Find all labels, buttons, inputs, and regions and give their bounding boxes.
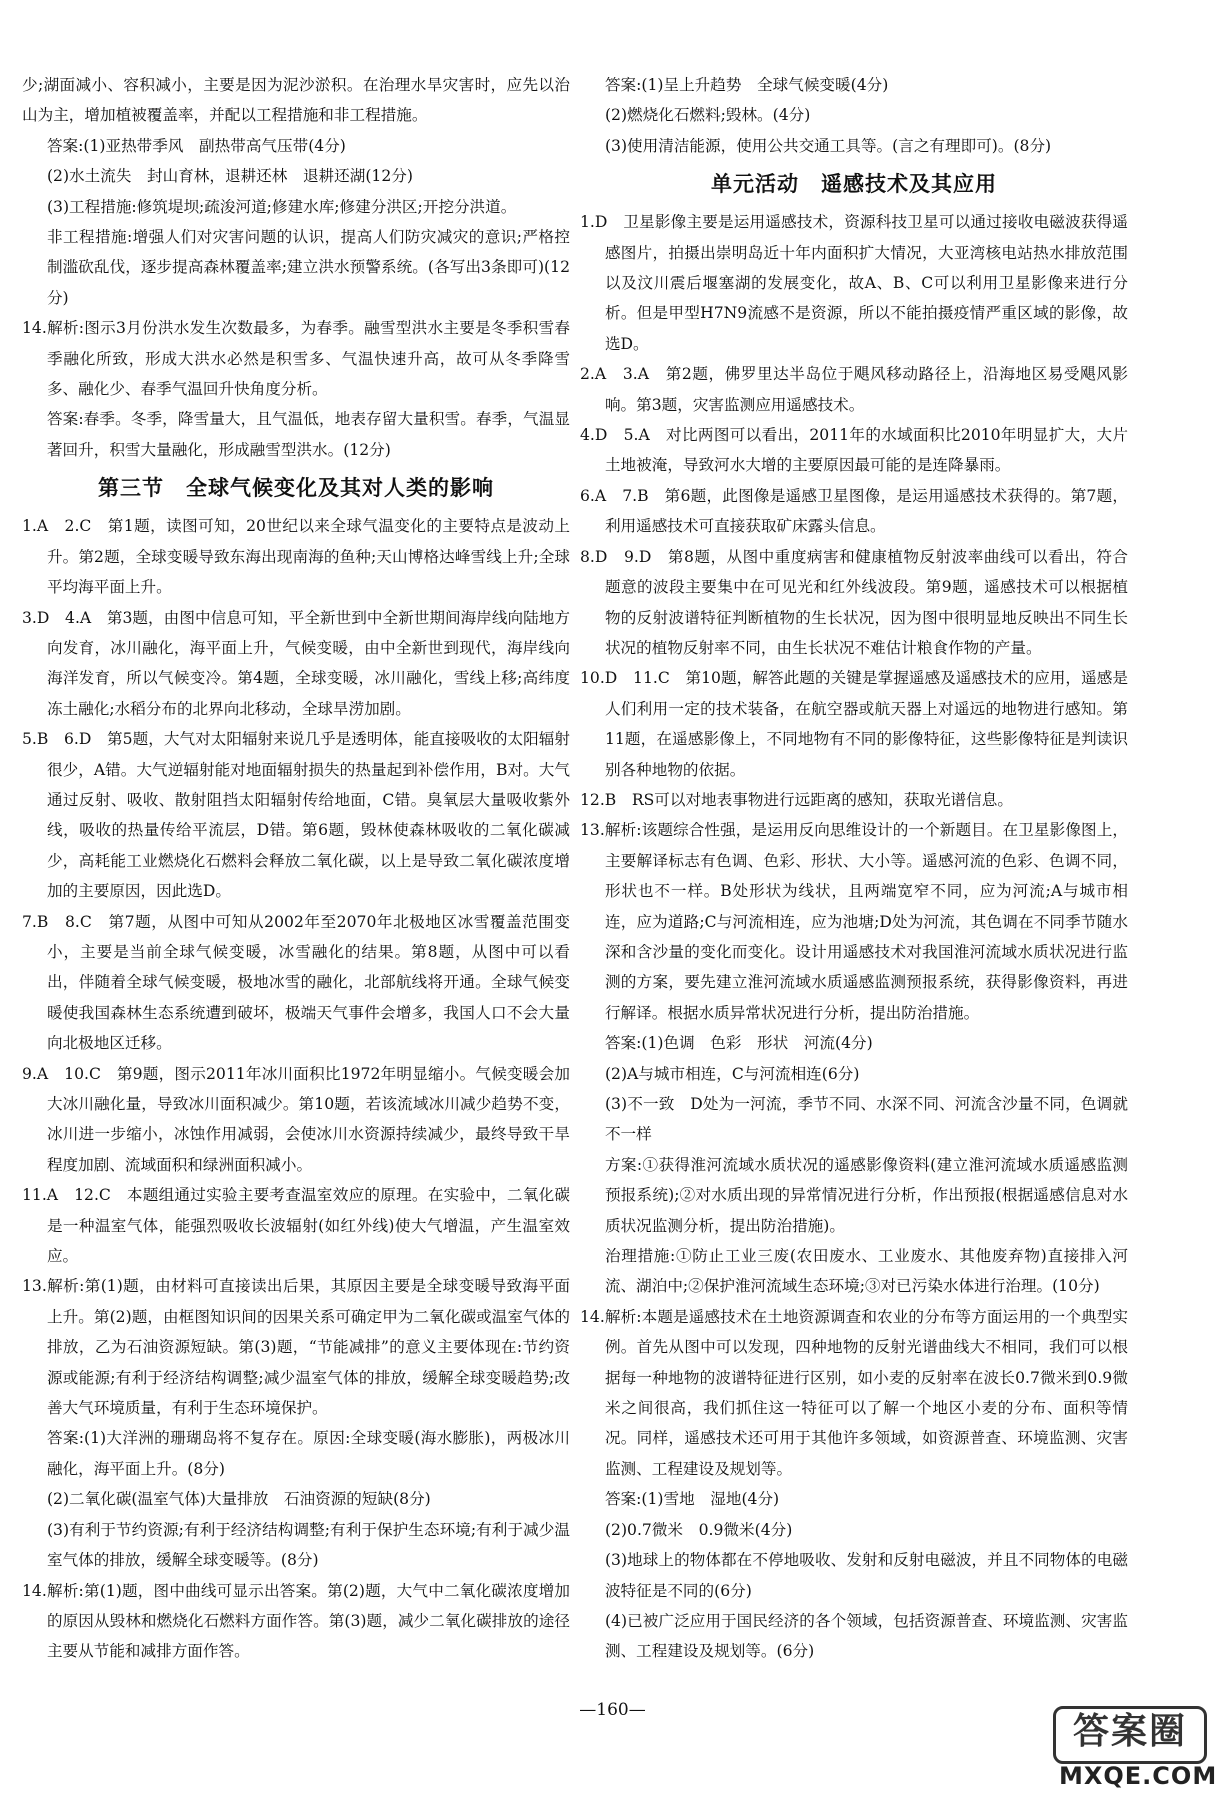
question-item: 7.B 8.C 第7题，从图中可知从2002年至2070年北极地区冰雪覆盖范围变小，主要是当前全球气候变暖，冰雪融化的结果。第8题，从图中可以看出，伴随着全球气候变暖，极地冰雪的融化，北部航线将开通。全球气候变暖使我国森林生态系统遭到破坏，极端天气事件会增多，我国人口不会大量向北极地区迁移。 xyxy=(22,912,570,1053)
watermark xyxy=(1059,1706,1218,1792)
question-item: 14.解析:第(1)题，图中曲线可显示出答案。第(2)题，大气中二氧化碳浓度增加的原因从毁林和燃烧化石燃料方面作答。第(3)题，减少二氧化碳排放的途径主要从节能和减排方面作答。 xyxy=(22,1581,570,1661)
question-item: 11.A 12.C 本题组通过实验主要考查温室效应的原理。在实验中，二氧化碳是一种温室气体，能强烈吸收长波辐射(如红外线)使大气增温，产生温室效应。 xyxy=(22,1186,570,1266)
answer-line: (2)水土流失 封山育林，退耕还林 退耕还湖(12分) xyxy=(46,167,413,186)
answer-line: 答案:(1)呈上升趋势 全球气候变暖(4分) xyxy=(604,76,889,94)
question-item: 10.D 11.C 第10题，解答此题的关键是掌握遥感及遥感技术的应用，遥感是人们利用一定的技术装备，在航空器或航天器上对遥远的地物进行感知。第11题，在遥感影像上，不同地物有不同的影像特征，这些影像特征是判读识别各种地物的依据。 xyxy=(580,669,1128,779)
section-heading: 单元活动 遥感技术及其应用 xyxy=(711,172,997,197)
question-item: 6.A 7.B 第6题，此图像是遥感卫星图像，是运用遥感技术获得的。第7题，利用遥感技术可直接获取矿床露头信息。 xyxy=(580,486,1128,536)
answer-line: 答案:春季。冬季，降雪量大，且气温低，地表存留大量积雪。春季，气温显著回升，积雪大量融化，形成融雪型洪水。(12分) xyxy=(46,410,570,459)
left-column xyxy=(22,70,570,1667)
page-number: —160— xyxy=(579,1700,646,1720)
question-item: 5.B 6.D 第5题，大气对太阳辐射来说几乎是透明体，能直接吸收的太阳辐射很少，A错。大气逆辐射能对地面辐射损失的热量起到补偿作用，B对。大气通过反射、吸收、散射阻挡太阳辐射传给地面，C错。臭氧层大量吸收紫外线，吸收的热量传给平流层，D错。第6题，毁林使森林吸收的二氧化碳减少，高耗能工业燃烧化石燃料会释放二氧化碳，以上是导致二氧化碳浓度增加的主要原因，因此选D。 xyxy=(22,730,570,901)
question-item: 13.解析:该题综合性强，是运用反向思维设计的一个新题目。在卫星影像图上，主要解译标志有色调、色彩、形状、大小等。遥感河流的色彩、色调不同，形状也不一样。B处形状为线状，且两端宽窄不同，应为河流;A与城市相连，应为道路;C与河流相连，应为池塘;D处为河流，其色调在不同季节随水深和含沙量的变化而变化。设计用遥感技术对我国淮河流域水质状况进行监测的方案，要先建立淮河流域水质遥感监测预报系统，获得影像资料，再进行解译。根据水质异常状况进行分析，提出防治措施。 xyxy=(580,821,1128,1022)
answer-line: (3)地球上的物体都在不停地吸收、发射和反射电磁波，并且不同物体的电磁波特征是不同的(6分) xyxy=(604,1551,1128,1600)
question-item: 12.B RS可以对地表事物进行远距离的感知，获取光谱信息。 xyxy=(580,790,1013,809)
intro-paragraph: 少;湖面减小、容积减小，主要是因为泥沙淤积。在治理水旱灾害时，应先以治山为主，增加植被覆盖率，并配以工程措施和非工程措施。 xyxy=(22,76,570,125)
watermark-logo-icon: 答案圈 xyxy=(1053,1706,1207,1764)
watermark-url: MXQE.COM xyxy=(1059,1762,1218,1790)
section-heading: 第三节 全球气候变化及其对人类的影响 xyxy=(98,476,494,501)
question-item: 14.解析:图示3月份洪水发生次数最多，为春季。融雪型洪水主要是冬季积雪春季融化所致，形成大洪水必然是积雪多、气温快速升高，故可从冬季降雪多、融化少、春季气温回升快角度分析。 xyxy=(22,319,570,399)
answer-line: (4)已被广泛应用于国民经济的各个领域，包括资源普查、环境监测、灾害监测、工程建设及规划等。(6分) xyxy=(604,1611,1128,1661)
answer-line: (2)0.7微米 0.9微米(4分) xyxy=(604,1520,793,1539)
question-item: 8.D 9.D 第8题，从图中重度病害和健康植物反射波率曲线可以看出，符合题意的波段主要集中在可见光和红外线波段。第9题，遥感技术可以根据植物的反射波谱特征判断植物的生长状况，因为图中很明显地反映出不同生长状况的植物反射率不同，由生长状况不难估计粮食作物的产量。 xyxy=(580,547,1128,657)
answer-line: (2)二氧化碳(温室气体)大量排放 石油资源的短缺(8分) xyxy=(46,1490,431,1509)
answer-line: 答案:(1)亚热带季风 副热带高气压带(4分) xyxy=(46,136,346,155)
answer-line: (3)使用清洁能源，使用公共交通工具等。(言之有理即可)。(8分) xyxy=(604,136,1052,155)
question-item: 9.A 10.C 第9题，图示2011年冰川面积比1972年明显缩小。气候变暖会加大冰川融化量，导致冰川面积减少。第10题，若该流域冰川减少趋势不变，冰川进一步缩小，冰蚀作用减弱，会使冰川水资源持续减少，最终导致干旱程度加剧、流域面积和绿洲面积减小。 xyxy=(22,1064,570,1174)
answer-line: (3)有利于节约资源;有利于经济结构调整;有利于保护生态环境;有利于减少温室气体的排放，缓解全球变暖等。(8分) xyxy=(46,1520,570,1570)
answer-line: 答案:(1)大洋洲的珊瑚岛将不复存在。原因:全球变暖(海水膨胀)，两极冰川融化，海平面上升。(8分) xyxy=(46,1429,570,1478)
answer-line: 答案:(1)雪地 湿地(4分) xyxy=(604,1490,780,1509)
answer-line: (2)燃烧化石燃料;毁林。(4分) xyxy=(604,106,811,125)
question-item: 3.D 4.A 第3题，由图中信息可知，平全新世到中全新世期间海岸线向陆地方向发育，冰川融化，海平面上升，气候变暖，由中全新世到现代，海岸线向海洋发育，所以气候变冷。第4题，全球变暖，冰川融化，雪线上移;高纬度冻土融化;水稻分布的北界向北移动，全球旱涝加剧。 xyxy=(22,608,570,718)
answer-line: 方案:①获得淮河流域水质状况的遥感影像资料(建立淮河流域水质遥感监测预报系统);②对水质出现的异常情况进行分析，作出预报(根据遥感信息对水质状况监测分析，提出防治措施)。 xyxy=(604,1155,1128,1235)
question-item: 4.D 5.A 对比两图可以看出，2011年的水域面积比2010年明显扩大，大片土地被淹，导致河水大增的主要原因最可能的是连降暴雨。 xyxy=(580,426,1128,475)
answer-line: (3)不一致 D处为一河流，季节不同、水深不同、河流含沙量不同，色调就不一样 xyxy=(604,1095,1128,1144)
question-item: 2.A 3.A 第2题，佛罗里达半岛位于飓风移动路径上，沿海地区易受飓风影响。第3题，灾害监测应用遥感技术。 xyxy=(580,365,1128,414)
answer-line: 答案:(1)色调 色彩 形状 河流(4分) xyxy=(604,1034,873,1053)
answer-line: (3)工程措施:修筑堤坝;疏浚河道;修建水库;修建分洪区;开挖分洪道。 xyxy=(46,197,517,216)
answer-line: (2)A与城市相连，C与河流相连(6分) xyxy=(604,1064,860,1083)
question-item: 1.A 2.C 第1题，读图可知，20世纪以来全球气温变化的主要特点是波动上升。第2题，全球变暖导致东海出现南海的鱼种;天山博格达峰雪线上升;全球平均海平面上升。 xyxy=(22,517,570,597)
answer-line: 治理措施:①防止工业三废(农田废水、工业废水、其他废弃物)直接排入河流、湖泊中;②保护淮河流域生态环境;③对已污染水体进行治理。(10分) xyxy=(604,1247,1128,1296)
question-item: 14.解析:本题是遥感技术在土地资源调查和农业的分布等方面运用的一个典型实例。首先从图中可以发现，四种地物的反射光谱曲线大不相同，我们可以根据每一种地物的波谱特征进行区别，如小麦的反射率在波长0.7微米到0.9微米之间很高，我们抓住这一特征可以了解一个地区小麦的分布、面积等情况。同样，遥感技术还可用于其他许多领域，如资源普查、环境监测、灾害监测、工程建设及规划等。 xyxy=(580,1307,1128,1478)
question-item: 1.D 卫星影像主要是运用遥感技术，资源科技卫星可以通过接收电磁波获得遥感图片，拍摄出崇明岛近十年内面积扩大情况，大亚湾核电站热水排放范围以及汶川震后堰塞湖的发展变化，故A、B、C可以利用卫星影像来进行分析。但是甲型H7N9流感不是资源，所以不能拍摄疫情严重区域的影像，故选D。 xyxy=(580,213,1128,353)
question-item: 13.解析:第(1)题，由材料可直接读出后果，其原因主要是全球变暖导致海平面上升。第(2)题，由框图知识间的因果关系可确定甲为二氧化碳或温室气体的排放，乙为石油资源短缺。第(3)题，“节能减排”的意义主要体现在:节约资源或能源;有利于经济结构调整;减少温室气体的排放，缓解全球变暖趋势;改善大气环境质量，有利于生态环境保护。 xyxy=(22,1277,570,1418)
answer-line: 非工程措施:增强人们对灾害问题的认识，提高人们防灾减灾的意识;严格控制滥砍乱伐，逐步提高森林覆盖率;建立洪水预警系统。(各写出3条即可)(12分) xyxy=(46,228,570,307)
right-column xyxy=(580,70,1128,1667)
